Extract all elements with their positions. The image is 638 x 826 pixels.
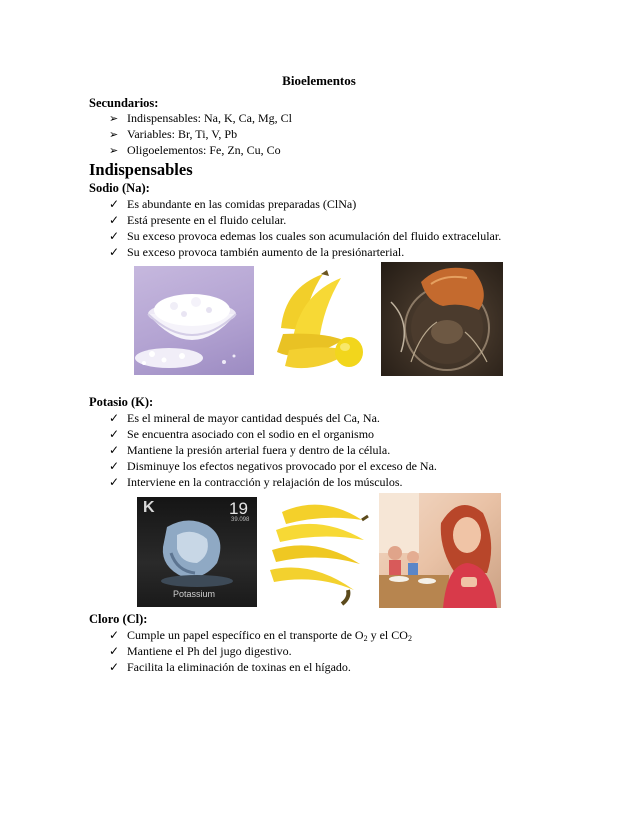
check-icon: ✓	[109, 245, 120, 259]
cloro-heading: Cloro (Cl):	[89, 612, 148, 626]
list-item: ✓ Interviene en la contracción y relajación de los músculos.	[109, 475, 403, 489]
element-symbol: K	[143, 499, 155, 516]
atomic-mass: 39.098	[231, 517, 250, 523]
check-icon: ✓	[109, 628, 120, 642]
arrow-bullet-icon: ➢	[109, 145, 119, 157]
atomic-number: 19	[229, 499, 248, 518]
check-icon: ✓	[109, 213, 120, 227]
list-item: ✓ Es el mineral de mayor cantidad después del Ca, Na.	[109, 411, 380, 425]
list-item: ➢ Variables: Br, Ti, V, Pb	[109, 127, 238, 141]
secundarios-heading: Secundarios:	[89, 96, 159, 110]
list-item: ✓ Mantiene la presión arterial fuera y dentro de la célula.	[109, 443, 391, 457]
list-item: ✓ Está presente en el fluido celular.	[109, 213, 287, 227]
woman-family-meal-photo	[379, 493, 501, 608]
check-icon: ✓	[109, 475, 120, 489]
cell-micrograph-photo	[381, 262, 503, 376]
list-item: ✓ Mantiene el Ph del jugo digestivo.	[109, 644, 292, 658]
list-item: ➢ Oligoelementos: Fe, Zn, Cu, Co	[109, 143, 281, 157]
list-item: ✓ Es abundante en las comidas preparadas (ClNa)	[109, 197, 357, 211]
check-icon: ✓	[109, 427, 120, 441]
list-item: ✓ Se encuentra asociado con el sodio en el organismo	[109, 427, 375, 441]
arrow-bullet-icon: ➢	[109, 113, 119, 125]
check-icon: ✓	[109, 197, 120, 211]
bananas-photo	[262, 494, 374, 606]
salt-bowl-photo	[134, 266, 254, 375]
check-icon: ✓	[109, 229, 120, 243]
list-item: ✓ Su exceso provoca también aumento de la presiónarterial.	[109, 245, 405, 259]
potasio-heading: Potasio (K):	[89, 395, 154, 409]
potassium-element-photo	[137, 497, 257, 607]
bananas-lemon-photo	[263, 268, 373, 376]
list-item: ✓ Disminuye los efectos negativos provocado por el exceso de Na.	[109, 459, 437, 473]
list-item: ✓ Su exceso provoca edemas los cuales son acumulación del fluido extracelular.	[109, 229, 502, 243]
element-name: Potassium	[173, 589, 216, 599]
list-item: ✓ Facilita la eliminación de toxinas en el hígado.	[109, 660, 351, 674]
page-title: Bioelementos	[282, 73, 356, 88]
arrow-bullet-icon: ➢	[109, 129, 119, 141]
check-icon: ✓	[109, 644, 120, 658]
list-item: ➢ Indispensables: Na, K, Ca, Mg, Cl	[109, 111, 292, 125]
sodio-heading: Sodio (Na):	[89, 181, 150, 195]
check-icon: ✓	[109, 459, 120, 473]
check-icon: ✓	[109, 411, 120, 425]
check-icon: ✓	[109, 660, 120, 674]
indispensables-heading: Indispensables	[89, 160, 193, 179]
list-item: ✓ Cumple un papel específico en el transporte de $O_2$ y el $CO_2$	[109, 628, 412, 643]
check-icon: ✓	[109, 443, 120, 457]
